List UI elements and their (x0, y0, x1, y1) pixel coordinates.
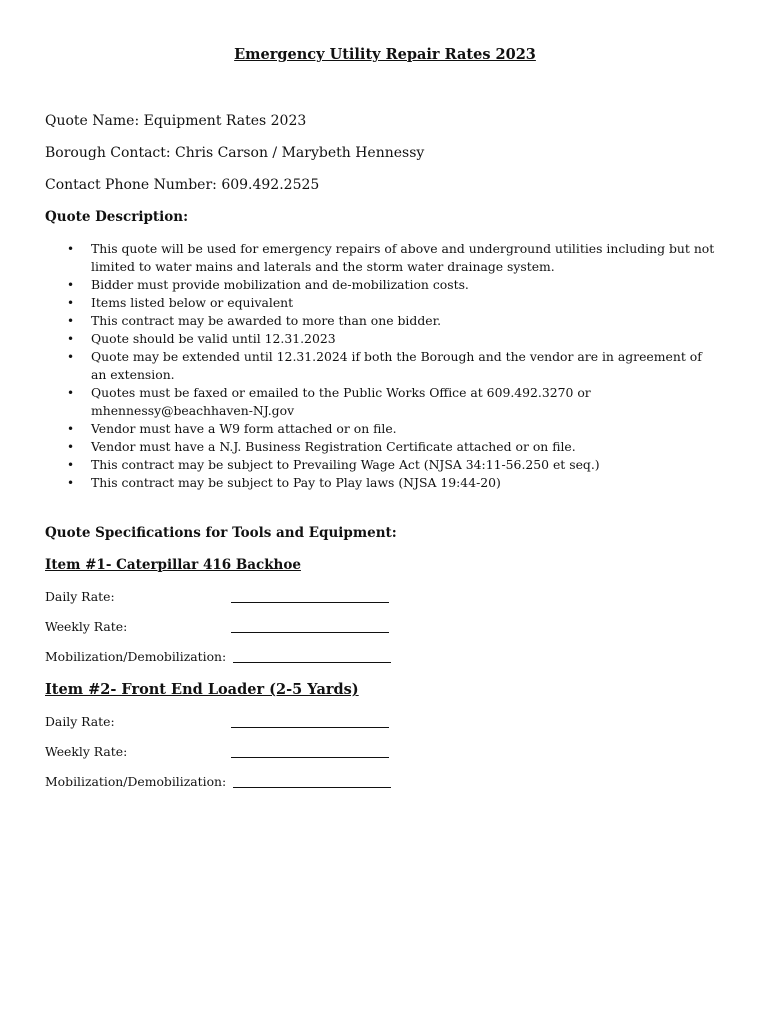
bullet-icon: • (67, 314, 75, 328)
list-item: • This contract may be subject to Pay to Play laws (NJSA 19:44-20) (67, 475, 501, 490)
daily-rate-blank[interactable] (231, 727, 389, 728)
specs-heading: Quote Specifications for Tools and Equipment: (45, 525, 397, 541)
item-2-daily-rate-row (45, 714, 405, 732)
bullet-icon: • (67, 440, 75, 454)
list-item: • Items listed below or equivalent (67, 295, 294, 310)
bullet-icon: • (67, 422, 75, 436)
weekly-rate-blank[interactable] (231, 757, 389, 758)
quote-description-list (45, 240, 715, 492)
bullet-icon: • (67, 332, 75, 346)
list-item: • Quotes must be faxed or emailed to the Public Works Office at 609.492.3270 or mhennessy@beachhaven-NJ.gov (67, 385, 591, 418)
daily-rate-label: Daily Rate: (45, 714, 115, 729)
daily-rate-label: Daily Rate: (45, 589, 115, 604)
item-1-mobilization-row (45, 649, 405, 667)
borough-contact: Borough Contact: Chris Carson / Marybeth Hennessy (45, 145, 425, 161)
quote-name: Quote Name: Equipment Rates 2023 (45, 113, 307, 129)
list-item: • Vendor must have a N.J. Business Registration Certificate attached or on file. (67, 439, 576, 454)
list-item: • Quote should be valid until 12.31.2023 (67, 331, 336, 346)
item-2-mobilization-row (45, 774, 405, 792)
item-2-heading: Item #2- Front End Loader (2-5 Yards) (45, 681, 359, 698)
document-title: Emergency Utility Repair Rates 2023 (234, 46, 536, 63)
bullet-icon: • (67, 242, 75, 256)
daily-rate-blank[interactable] (231, 602, 389, 603)
mobilization-blank[interactable] (233, 787, 391, 788)
item-2-weekly-rate-row (45, 744, 405, 762)
list-item: • Bidder must provide mobilization and de-mobilization costs. (67, 277, 469, 292)
mobilization-label: Mobilization/Demobilization: (45, 649, 227, 664)
item-1-daily-rate-row (45, 589, 405, 607)
bullet-icon: • (67, 296, 75, 310)
list-item: • This contract may be awarded to more than one bidder. (67, 313, 442, 328)
bullet-icon: • (67, 476, 75, 490)
list-item: • This contract may be subject to Prevailing Wage Act (NJSA 34:11-56.250 et seq.) (67, 457, 600, 472)
mobilization-label: Mobilization/Demobilization: (45, 774, 227, 789)
contact-phone: Contact Phone Number: 609.492.2525 (45, 177, 320, 193)
weekly-rate-blank[interactable] (231, 632, 389, 633)
mobilization-blank[interactable] (233, 662, 391, 663)
item-1-weekly-rate-row (45, 619, 405, 637)
bullet-icon: • (67, 278, 75, 292)
item-1-heading: Item #1- Caterpillar 416 Backhoe (45, 557, 301, 573)
quote-description-heading: Quote Description: (45, 209, 189, 225)
list-item: • This quote will be used for emergency repairs of above and underground utilities including but not limited to water mains and laterals and the storm water drainage system. (67, 241, 715, 274)
bullet-icon: • (67, 386, 75, 400)
bullet-icon: • (67, 458, 75, 472)
bullet-icon: • (67, 350, 75, 364)
weekly-rate-label: Weekly Rate: (45, 744, 128, 759)
list-item: • Vendor must have a W9 form attached or on file. (67, 421, 397, 436)
list-item: • Quote may be extended until 12.31.2024 if both the Borough and the vendor are in agreement of an extension. (67, 349, 702, 382)
weekly-rate-label: Weekly Rate: (45, 619, 128, 634)
